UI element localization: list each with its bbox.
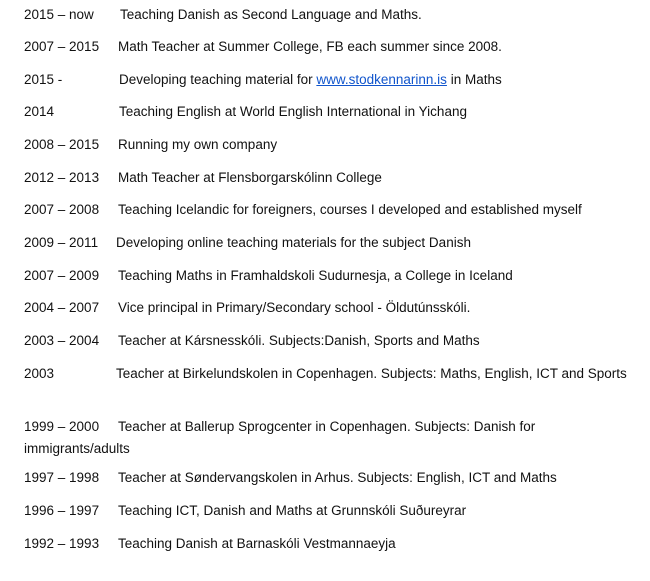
history-entry	[24, 533, 634, 555]
entry-years: 2009 – 2011	[24, 235, 99, 250]
entry-description: Developing online teaching materials for the subject Danish	[116, 235, 471, 250]
history-entry	[24, 134, 634, 156]
entry-years: 2007 – 2008	[24, 202, 100, 217]
history-entry	[0, 416, 584, 460]
entry-description: Teaching ICT, Danish and Maths at Grunnskóli Suðureyrar	[118, 503, 467, 518]
entry-description-before-link: Developing teaching material for	[119, 72, 317, 87]
entry-years: 1996 – 1997	[24, 503, 100, 518]
history-entry	[24, 500, 634, 522]
entry-description: Vice principal in Primary/Secondary school - Öldutúnsskóli.	[118, 300, 471, 315]
entry-years: 2012 – 2013	[24, 170, 100, 185]
history-entry	[24, 265, 634, 287]
history-entry	[24, 69, 634, 91]
entry-description: Running my own company	[118, 137, 278, 152]
entry-description: Math Teacher at Flensborgarskólinn College	[118, 170, 382, 185]
entry-years: 1999 – 2000	[24, 419, 100, 434]
history-entry	[24, 4, 634, 26]
history-entry	[0, 363, 634, 385]
history-entry	[24, 232, 634, 254]
history-entry	[24, 199, 634, 221]
entry-years: 2008 – 2015	[24, 137, 100, 152]
entry-description-after-link: in Maths	[446, 72, 502, 87]
entry-years: 2014	[24, 104, 55, 119]
entry-description: Teaching Danish as Second Language and Maths.	[120, 7, 422, 22]
entry-years: 2007 – 2015	[24, 39, 100, 54]
entry-description: Teacher at Søndervangskolen in Arhus. Subjects: English, ICT and Maths	[118, 470, 557, 485]
entry-description: Math Teacher at Summer College, FB each summer since 2008.	[118, 39, 502, 54]
entry-description: Teaching Danish at Barnaskóli Vestmannaeyja	[118, 536, 396, 551]
entry-years: 2004 – 2007	[24, 300, 100, 315]
stodkennarinn-link[interactable]: www.stodkennarinn.is	[316, 72, 447, 87]
entry-years: 2007 – 2009	[24, 268, 100, 283]
history-entry	[24, 36, 634, 58]
history-entry	[24, 167, 634, 189]
history-entry	[24, 101, 634, 123]
entry-years: 2015 -	[24, 72, 63, 87]
history-entry	[24, 330, 634, 352]
entry-years: 2003	[24, 366, 55, 381]
history-entry	[24, 467, 634, 489]
entry-description: Teaching English at World English International in Yichang	[119, 104, 467, 119]
entry-description: Teaching Maths in Framhaldskoli Sudurnesja, a College in Iceland	[118, 268, 513, 283]
entry-description: Teacher at Kársnesskóli. Subjects:Danish, Sports and Maths	[118, 333, 480, 348]
entry-description: Teacher at Ballerup Sprogcenter in Copenhagen. Subjects: Danish for immigrants/adults	[24, 419, 536, 456]
entry-description: Teaching Icelandic for foreigners, courses I developed and established myself	[118, 202, 582, 217]
entry-years: 2015 – now	[24, 7, 94, 22]
entry-years: 2003 – 2004	[24, 333, 100, 348]
entry-description: Teacher at Birkelundskolen in Copenhagen. Subjects: Maths, English, ICT and Sports	[116, 366, 627, 381]
entry-years: 1997 – 1998	[24, 470, 100, 485]
entry-years: 1992 – 1993	[24, 536, 100, 551]
history-entry	[24, 297, 634, 319]
